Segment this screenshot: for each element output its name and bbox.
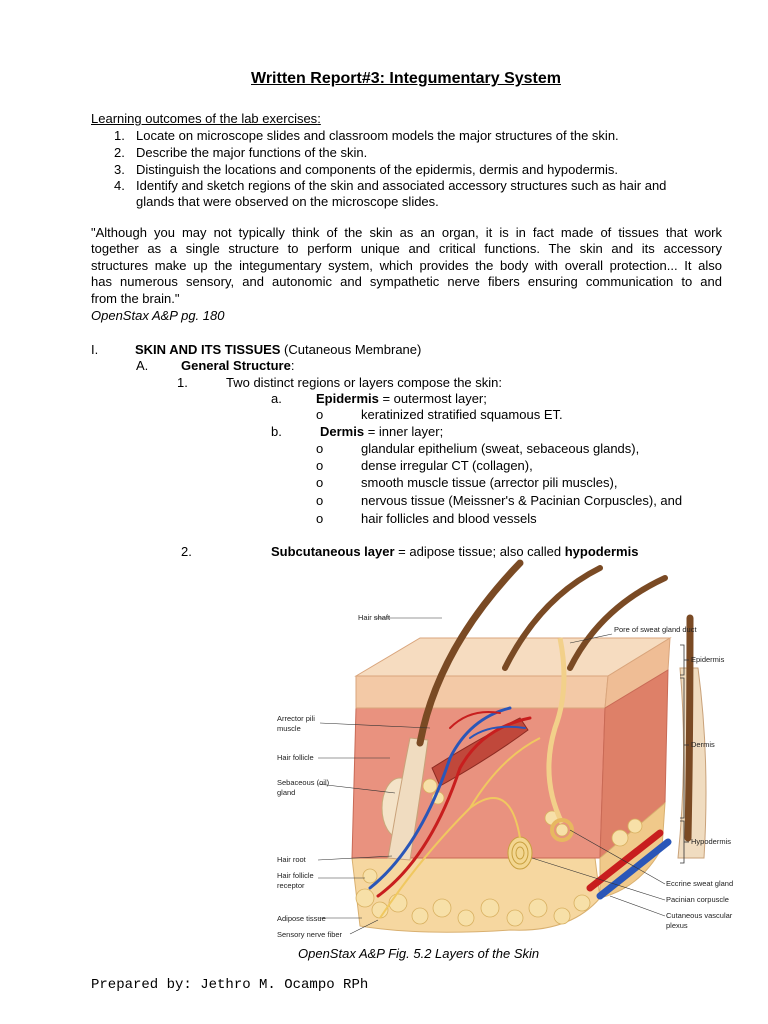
dermis-bullet: hair follicles and blood vessels <box>361 511 537 526</box>
item-2-marker: 2. <box>181 544 192 559</box>
item-1-text: Two distinct regions or layers compose the skin: <box>226 375 503 390</box>
epidermis-line: Epidermis = outermost layer; <box>316 391 487 406</box>
quote-citation: OpenStax A&P pg. 180 <box>91 308 225 323</box>
epidermis-front <box>356 676 608 708</box>
bullet-marker: o <box>316 475 324 490</box>
label-sensory-nerve: Sensory nerve fiber <box>277 930 343 939</box>
bullet-marker: o <box>316 458 324 473</box>
outcome-item-1: 1. Locate on microscope slides and classroom models the major structures of the skin. <box>114 128 619 143</box>
label-vascular-plexus: Cutaneous vascular <box>666 911 733 920</box>
quote-line: "Although you may not typically think of the skin as an organ, it is in fact made of tissues that work <box>91 225 722 240</box>
epidermis-marker: a. <box>271 391 282 406</box>
dermis-bullet: glandular epithelium (sweat, sebaceous glands), <box>361 441 640 456</box>
label-hair-follicle-receptor: Hair follicle <box>277 871 314 880</box>
bullet-marker: o <box>316 441 324 456</box>
outcome-item-4: 4. Identify and sketch regions of the skin and associated accessory structures such as hair and <box>114 178 667 193</box>
dermis-bullet: dense irregular CT (collagen), <box>361 458 533 473</box>
quote-line: structures make up the integumentary system, which provides the body with overall protection... It also <box>91 257 722 273</box>
label-hair-follicle: Hair follicle <box>277 753 314 762</box>
roman-numeral: I. <box>91 342 99 357</box>
dermis-marker: b. <box>271 424 282 439</box>
page-title: Written Report#3: Integumentary System <box>251 70 561 87</box>
label-eccrine: Eccrine sweat gland <box>666 879 734 888</box>
label-sebaceous: Sebaceous (oil) <box>277 778 330 787</box>
item-2-text: Subcutaneous layer = adipose tissue; also called hypodermis <box>271 544 639 559</box>
learning-outcomes-heading: Learning outcomes of the lab exercises: <box>91 111 321 126</box>
dermis-line: Dermis = inner layer; <box>320 424 444 439</box>
outcome-item-2: 2. Describe the major functions of the skin. <box>114 145 368 160</box>
quote-block <box>91 225 722 307</box>
label-pore: Pore of sweat gland duct <box>614 625 697 634</box>
skin-layers-figure <box>270 558 736 944</box>
figure-caption: OpenStax A&P Fig. 5.2 Layers of the Skin <box>298 946 540 961</box>
dermis-bullet: nervous tissue (Meissner's & Pacinian Corpuscles), and <box>361 493 683 508</box>
outcome-item-4-cont: glands that were observed on the microscope slides. <box>136 194 439 209</box>
outcome-item-3: 3. Distinguish the locations and components of the epidermis, dermis and hypodermis. <box>114 162 618 177</box>
label-hypodermis: Hypodermis <box>691 837 732 846</box>
subsection-marker: A. <box>136 358 149 373</box>
quote-line: together as a single structure to perform unique and critical functions. The skin and its accessory <box>91 241 722 257</box>
label-hair-shaft: Hair shaft <box>358 613 391 622</box>
bullet-marker: o <box>316 407 324 422</box>
epidermis-bullet: keratinized stratified squamous ET. <box>361 407 563 422</box>
label-vascular-plexus-2: plexus <box>666 921 688 930</box>
item-1-marker: 1. <box>177 375 188 390</box>
label-dermis: Dermis <box>691 740 715 749</box>
pacinian-corpuscle <box>508 837 532 869</box>
label-sebaceous-2: gland <box>277 788 296 797</box>
label-hair-root: Hair root <box>277 855 306 864</box>
label-epidermis: Epidermis <box>691 655 725 664</box>
bullet-marker: o <box>316 493 324 508</box>
label-arrector-pili-2: muscle <box>277 724 301 733</box>
dermis-bullet: smooth muscle tissue (arrector pili muscles), <box>361 475 618 490</box>
label-pacinian: Pacinian corpuscle <box>666 895 729 904</box>
quote-line: from the brain." <box>91 290 180 306</box>
section-heading: SKIN AND ITS TISSUES (Cutaneous Membrane) <box>135 342 422 357</box>
label-hair-follicle-receptor-2: receptor <box>277 881 305 890</box>
label-adipose-tissue: Adipose tissue <box>277 914 326 923</box>
subsection-heading: General Structure: <box>181 358 295 373</box>
bullet-marker: o <box>316 511 324 526</box>
footer-prepared-by: Prepared by: Jethro M. Ocampo RPh <box>91 977 369 993</box>
label-arrector-pili: Arrector pili <box>277 714 315 723</box>
quote-line: has numerous sensory, and autonomic and sympathetic nerve fibers ensuring communication to and <box>91 274 722 290</box>
